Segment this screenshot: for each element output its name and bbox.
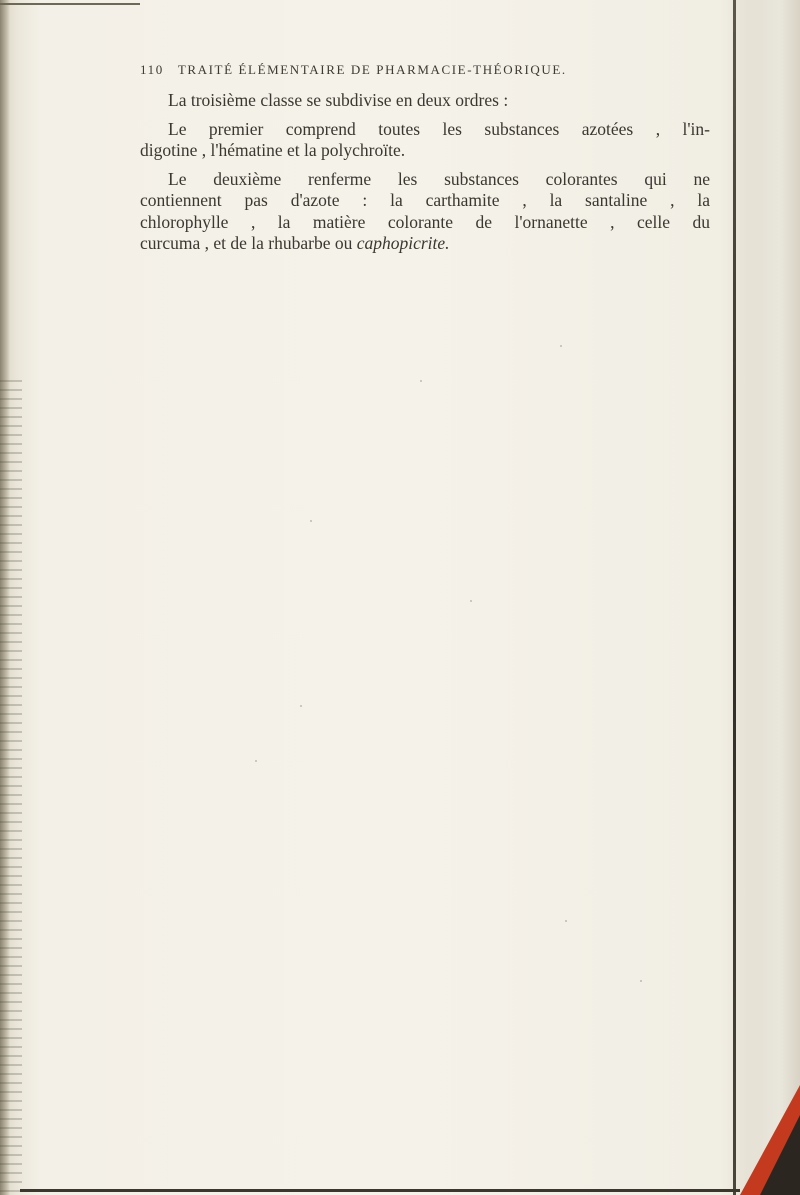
- running-head: [140, 62, 700, 78]
- paragraph-2: [140, 119, 710, 162]
- page-number: 110: [140, 62, 164, 77]
- text-line: contiennent pas d'azote : la carthamite , la santaline , la: [140, 190, 710, 210]
- italic-term: caphopicrite.: [356, 233, 450, 253]
- text-line: La troisième classe se subdivise en deux ordres :: [168, 90, 509, 110]
- running-title: TRAITÉ ÉLÉMENTAIRE DE PHARMACIE-THÉORIQUE.: [177, 62, 567, 77]
- text-line: Le premier comprend toutes les substances azotées , l'in-: [168, 118, 710, 139]
- top-edge-line: [0, 3, 140, 5]
- paragraph-1: [140, 90, 710, 112]
- corner-dark-shadow: [760, 1115, 800, 1195]
- text-line: digotine , l'hématine et la polychroïte.: [140, 140, 406, 160]
- text-line: chlorophylle , la matière colorante de l'ornanette , celle du: [140, 211, 710, 232]
- text-line: Le deuxième renferme les substances colorantes qui ne: [168, 168, 710, 189]
- text-line: [140, 233, 710, 255]
- binding-texture: [0, 380, 22, 1195]
- body-text: [140, 90, 710, 255]
- bottom-edge-line: [20, 1189, 740, 1192]
- right-page-edge: [730, 0, 800, 1195]
- paragraph-3: [140, 169, 710, 255]
- text-fragment: curcuma , et de la rhubarbe ou: [140, 233, 357, 253]
- right-edge-line: [733, 0, 736, 1195]
